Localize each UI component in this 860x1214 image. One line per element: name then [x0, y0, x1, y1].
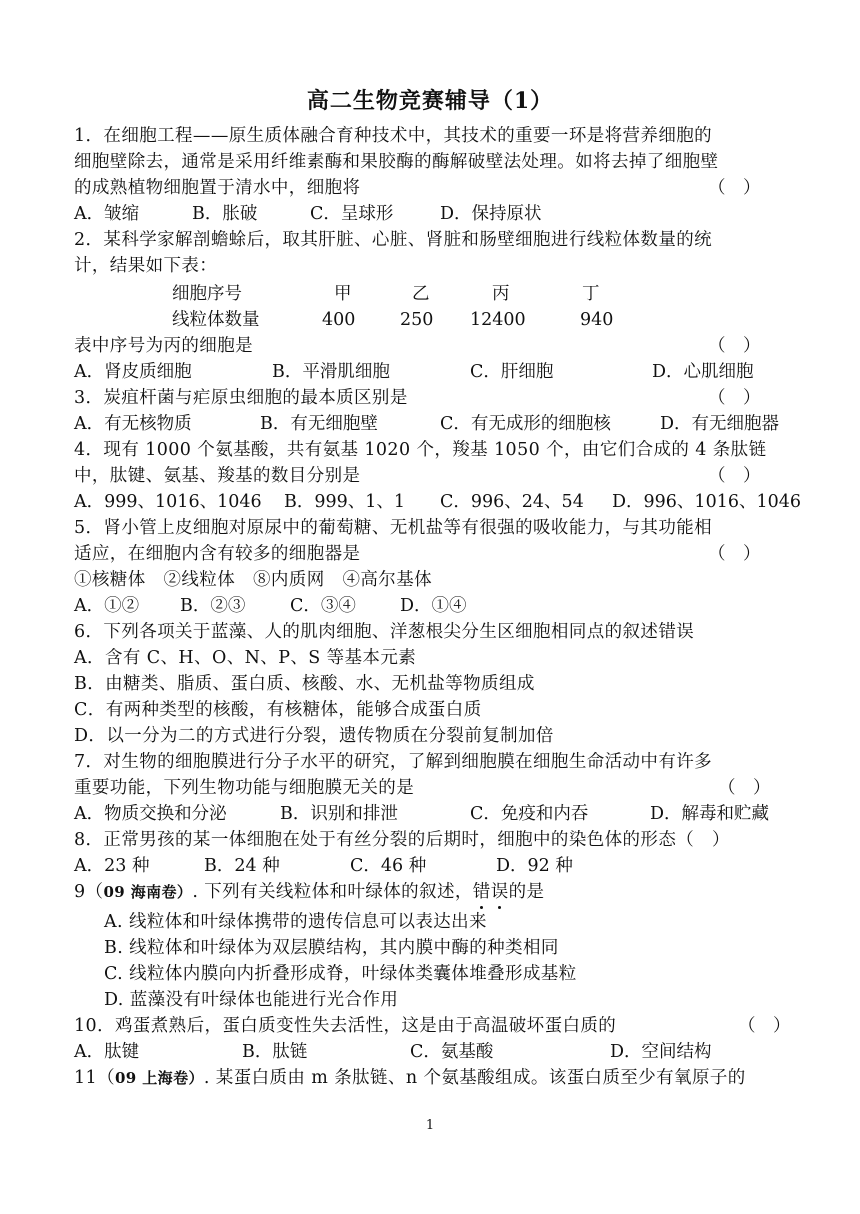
question-6-option-d: D．以一分为二的方式进行分裂，遗传物质在分裂前复制加倍: [74, 726, 554, 746]
question-7-answer-blank: （ ）: [718, 778, 771, 798]
question-2-answer-blank: （ ）: [708, 336, 761, 356]
question-3-option-a: A．有无核物质: [74, 414, 192, 434]
table-cell: 940: [580, 310, 614, 330]
table-header-label: 细胞序号: [172, 284, 242, 304]
question-5-option-a: A．①②: [74, 596, 140, 616]
question-7-option-a: A．物质交换和分泌: [74, 804, 227, 824]
question-5-option-c: C．③④: [290, 596, 356, 616]
question-4-line-2: 中，肽键、氨基、羧基的数目分别是: [74, 466, 361, 486]
question-2-option-a: A．肾皮质细胞: [74, 362, 192, 382]
table-header-cell: 丙: [492, 284, 510, 304]
question-9-option-d: D. 蓝藻没有叶绿体也能进行光合作用: [104, 990, 399, 1010]
question-1-line-2: 细胞壁除去，通常是采用纤维素酶和果胶酶的酶解破壁法处理。如将去掉了细胞壁: [74, 152, 719, 172]
question-7-option-d: D．解毒和贮藏: [650, 804, 770, 824]
table-row-label: 线粒体数量: [172, 310, 260, 330]
question-5-line-2: 适应，在细胞内含有较多的细胞器是: [74, 544, 361, 564]
question-7-option-b: B．识别和排泄: [280, 804, 398, 824]
question-8-option-a: A．23 种: [74, 856, 150, 876]
question-9-option-c: C. 线粒体内膜向内折叠形成脊，叶绿体类囊体堆叠形成基粒: [104, 964, 577, 984]
question-3-answer-blank: （ ）: [708, 388, 761, 408]
question-9-stem: . 下列有关线粒体和叶绿体的叙述，: [192, 882, 473, 902]
question-2-line-1: 2．某科学家解剖蟾蜍后，取其肝脏、心脏、肾脏和肠壁细胞进行线粒体数量的统: [74, 230, 713, 250]
question-6-option-c: C．有两种类型的核酸，有核糖体，能够合成蛋白质: [74, 700, 482, 720]
question-1-line-1: 1．在细胞工程——原生质体融合育种技术中，其技术的重要一环是将营养细胞的: [74, 126, 713, 146]
question-10-answer-blank: （ ）: [738, 1016, 791, 1036]
question-5-option-b: B．②③: [180, 596, 246, 616]
question-2-option-c: C．肝细胞: [470, 362, 554, 382]
question-9-source: 09 海南卷）: [103, 883, 193, 901]
table-cell: 12400: [470, 310, 526, 330]
question-3-option-b: B．有无细胞壁: [260, 414, 378, 434]
question-5-items: ①核糖体 ②线粒体 ⑧内质网 ④高尔基体: [74, 570, 432, 590]
question-6-option-a: A．含有 C、H、O、N、P、S 等基本元素: [74, 648, 417, 668]
question-5-option-d: D．①④: [400, 596, 467, 616]
question-1-answer-blank: （ ）: [708, 178, 761, 198]
question-1-option-a: A．皱缩: [74, 204, 140, 224]
question-8-option-c: C．46 种: [350, 856, 427, 876]
question-10-line-1: 10．鸡蛋煮熟后，蛋白质变性失去活性，这是由于高温破坏蛋白质的: [74, 1016, 617, 1036]
question-2-option-b: B．平滑肌细胞: [272, 362, 390, 382]
table-header-cell: 丁: [582, 284, 600, 304]
question-2-line-2: 计，结果如下表：: [74, 256, 218, 276]
question-5-answer-blank: （ ）: [708, 544, 761, 564]
question-9-option-b: B. 线粒体和叶绿体为双层膜结构，其内膜中酶的种类相同: [104, 938, 559, 958]
question-8-option-d: D．92 种: [496, 856, 573, 876]
question-3-option-d: D．有无细胞器: [660, 414, 780, 434]
emphasis-char: 误: [490, 882, 509, 902]
question-11-stem: . 某蛋白质由 m 条肽链、n 个氨基酸组成。该蛋白质至少有氧原子的: [203, 1068, 746, 1088]
question-1-line-3: 的成熟植物细胞置于清水中，细胞将: [74, 178, 361, 198]
table-header-cell: 甲: [334, 284, 352, 304]
question-4-answer-blank: （ ）: [708, 466, 761, 486]
question-11-line-1: [74, 1066, 746, 1090]
question-9-line-1: [74, 880, 544, 904]
question-11-source: 09 上海卷）: [114, 1069, 204, 1087]
question-4-option-c: C．996、24、54: [440, 492, 584, 512]
question-9-number: 9（: [74, 882, 104, 902]
question-10-option-c: C．氨基酸: [410, 1042, 494, 1062]
table-cell: 250: [400, 310, 434, 330]
question-9-option-a: A. 线粒体和叶绿体携带的遗传信息可以表达出来: [104, 912, 487, 932]
question-4-line-1: 4．现有 1000 个氨基酸，共有氨基 1020 个，羧基 1050 个，由它们合成的 4 条肽链: [74, 440, 767, 460]
question-5-line-1: 5．肾小管上皮细胞对原尿中的葡萄糖、无机盐等有很强的吸收能力，与其功能相: [74, 518, 713, 538]
question-10-option-a: A．肽键: [74, 1042, 140, 1062]
question-8-line-1: 8．正常男孩的某一体细胞在处于有丝分裂的后期时，细胞中的染色体的形态（ ）: [74, 830, 730, 850]
question-3-line-1: 3．炭疽杆菌与疟原虫细胞的最本质区别是: [74, 388, 408, 408]
question-1-option-b: B．胀破: [192, 204, 258, 224]
question-9-stem-end: 的是: [508, 882, 545, 902]
question-11-number: 11（: [74, 1068, 115, 1088]
question-4-option-a: A．999、1016、1046: [74, 492, 262, 512]
question-2-line-3: 表中序号为丙的细胞是: [74, 336, 253, 356]
question-6-line-1: 6．下列各项关于蓝藻、人的肌肉细胞、洋葱根尖分生区细胞相同点的叙述错误: [74, 622, 695, 642]
question-1-option-d: D．保持原状: [440, 204, 542, 224]
question-7-line-2: 重要功能，下列生物功能与细胞膜无关的是: [74, 778, 415, 798]
table-header-cell: 乙: [412, 284, 430, 304]
question-4-option-d: D．996、1016、1046: [612, 492, 802, 512]
question-4-option-b: B．999、1、1: [284, 492, 406, 512]
question-7-line-1: 7．对生物的细胞膜进行分子水平的研究，了解到细胞膜在细胞生命活动中有许多: [74, 752, 713, 772]
question-8-option-b: B．24 种: [204, 856, 280, 876]
table-cell: 400: [322, 310, 356, 330]
emphasis-char: 错: [472, 882, 491, 902]
question-7-option-c: C．免疫和内吞: [470, 804, 589, 824]
question-6-option-b: B．由糖类、脂质、蛋白质、核酸、水、无机盐等物质组成: [74, 674, 535, 694]
question-10-option-b: B．肽链: [242, 1042, 308, 1062]
question-3-option-c: C．有无成形的细胞核: [440, 414, 611, 434]
question-10-option-d: D．空间结构: [610, 1042, 712, 1062]
question-2-option-d: D．心肌细胞: [652, 362, 754, 382]
question-1-option-c: C．呈球形: [310, 204, 394, 224]
page-number: 1: [425, 1118, 435, 1133]
page-title: 高二生物竞赛辅导（1）: [306, 88, 554, 114]
